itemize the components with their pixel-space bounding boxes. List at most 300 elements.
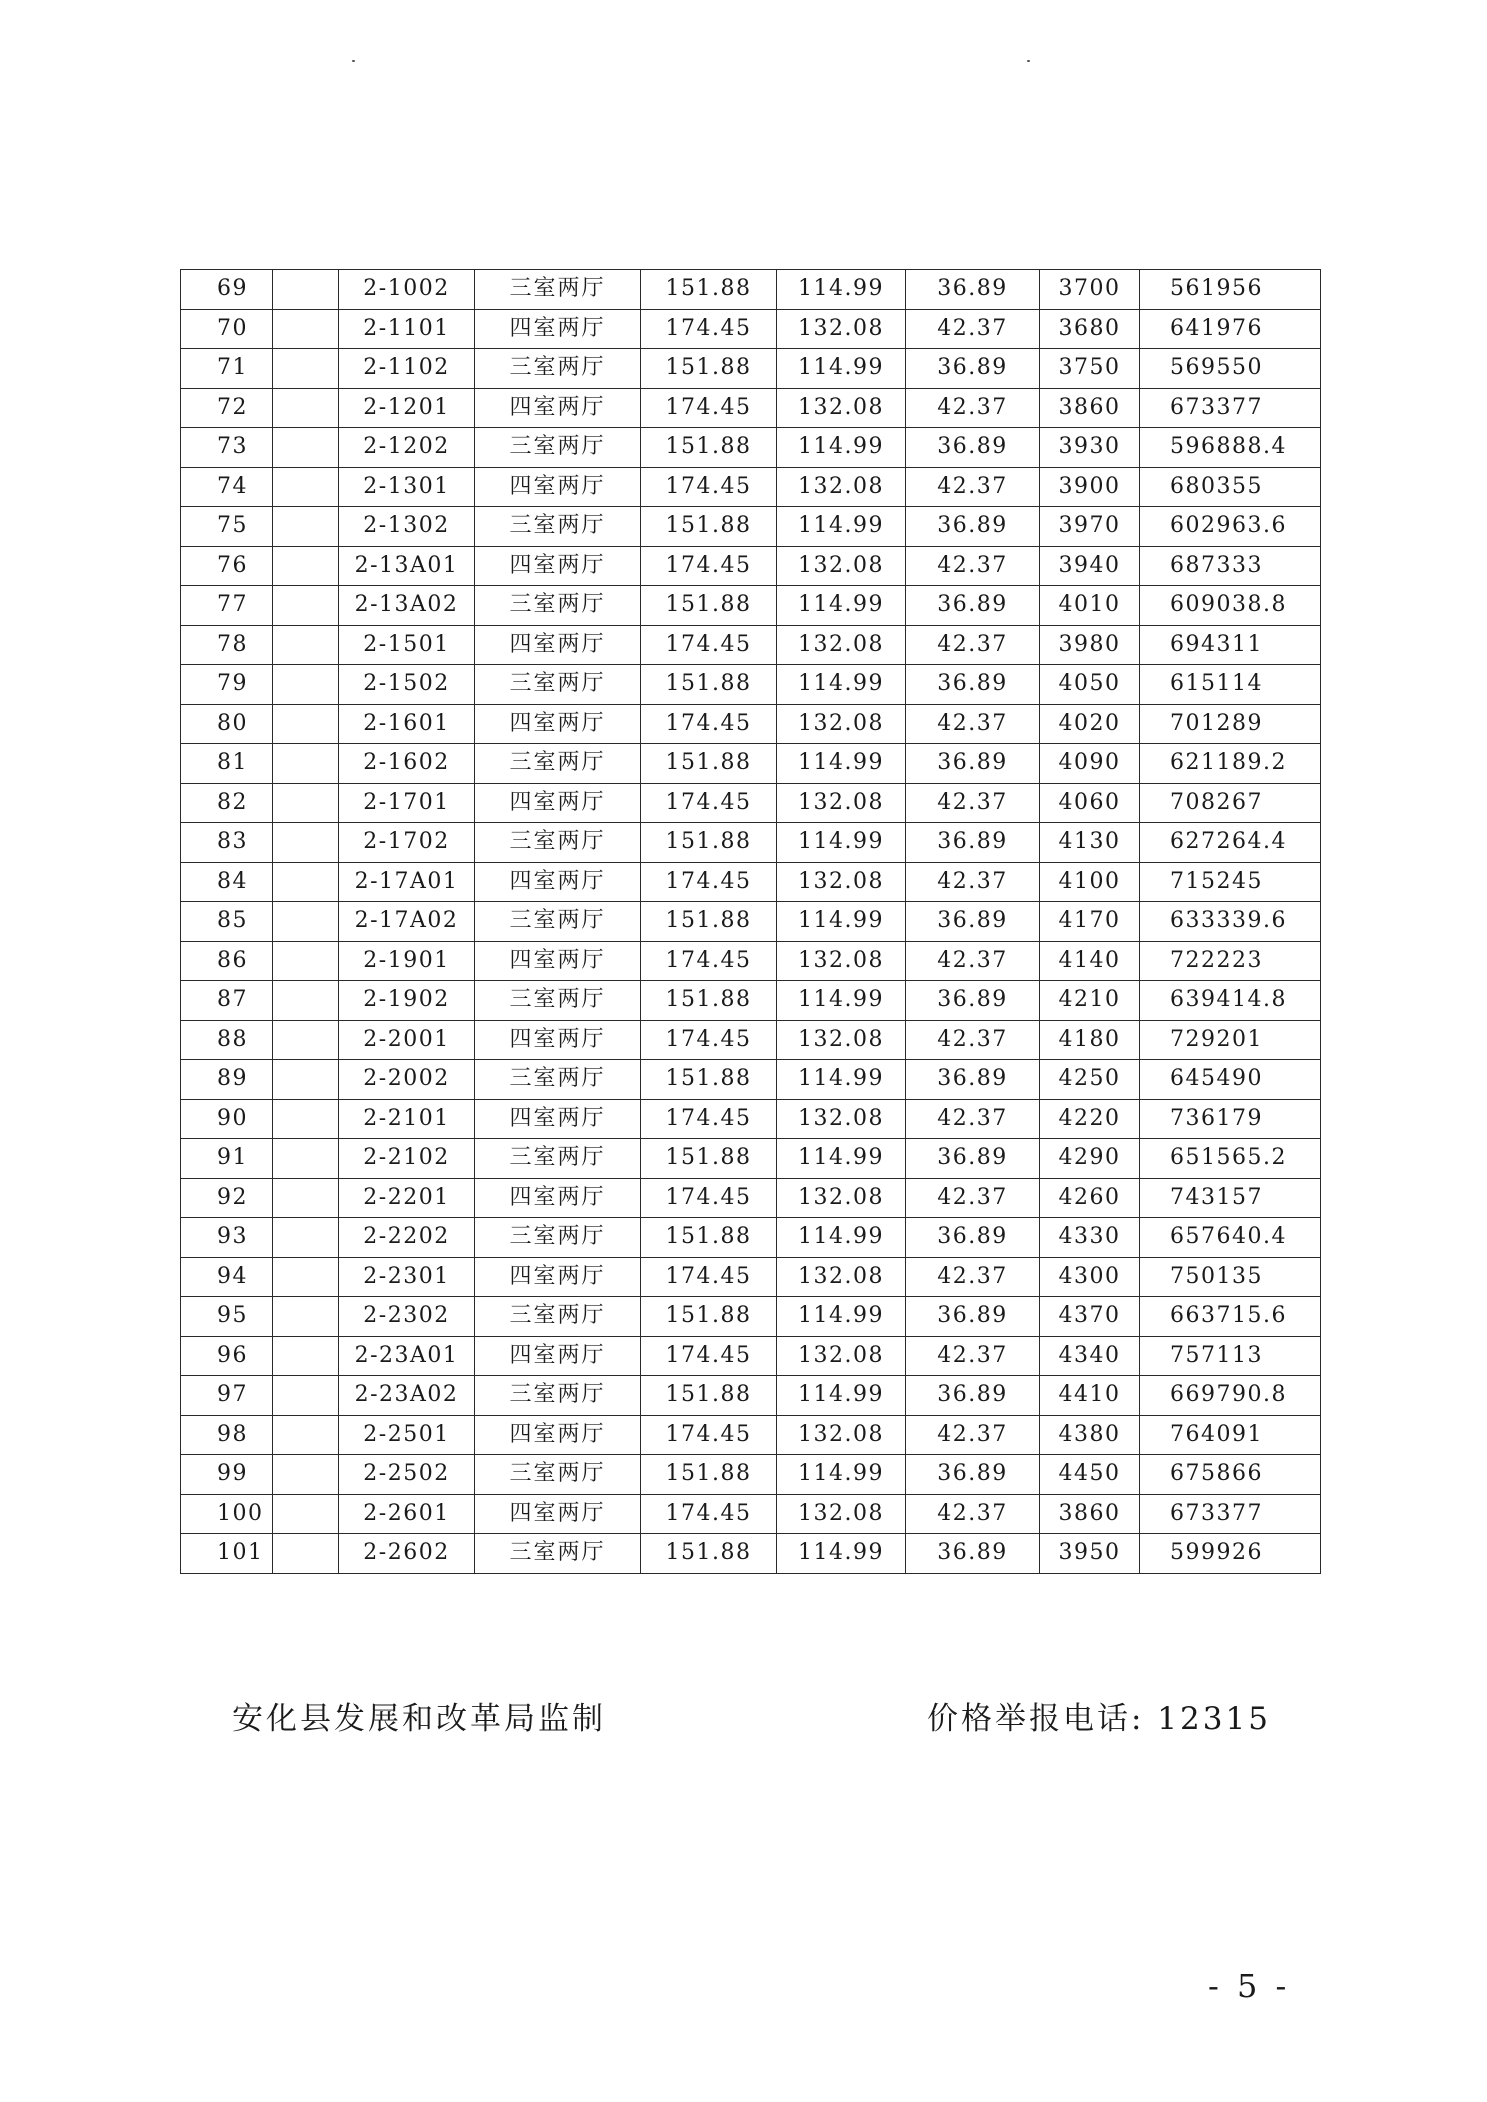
total-price: 757113 <box>1140 1336 1321 1376</box>
unit-number: 2-1101 <box>339 309 475 349</box>
total-area: 174.45 <box>641 625 777 665</box>
unit-price: 4210 <box>1040 981 1140 1021</box>
unit-price: 4330 <box>1040 1218 1140 1258</box>
shared-area: 36.89 <box>906 586 1040 626</box>
unit-number: 2-23A01 <box>339 1336 475 1376</box>
room-type: 四室两厅 <box>475 1257 641 1297</box>
page-number: - 5 - <box>1208 1967 1291 2005</box>
unit-price: 4050 <box>1040 665 1140 705</box>
inner-area: 132.08 <box>777 1178 906 1218</box>
unit-price: 4220 <box>1040 1099 1140 1139</box>
row-number: 81 <box>181 744 273 784</box>
shared-area: 42.37 <box>906 1099 1040 1139</box>
inner-area: 114.99 <box>777 270 906 310</box>
table-row <box>181 981 1321 1021</box>
room-type: 四室两厅 <box>475 1336 641 1376</box>
unit-price: 4340 <box>1040 1336 1140 1376</box>
unit-number: 2-1902 <box>339 981 475 1021</box>
price-hotline: 价格举报电话: 12315 <box>927 1701 1271 1737</box>
inner-area: 132.08 <box>777 1336 906 1376</box>
unit-price: 4450 <box>1040 1455 1140 1495</box>
total-price: 609038.8 <box>1140 586 1321 626</box>
room-type: 四室两厅 <box>475 941 641 981</box>
shared-area: 36.89 <box>906 1455 1040 1495</box>
room-type: 四室两厅 <box>475 625 641 665</box>
unit-number: 2-1701 <box>339 783 475 823</box>
unit-price: 3900 <box>1040 467 1140 507</box>
room-type: 三室两厅 <box>475 1455 641 1495</box>
room-type: 三室两厅 <box>475 1534 641 1574</box>
room-type: 三室两厅 <box>475 1218 641 1258</box>
table-row <box>181 309 1321 349</box>
total-area: 151.88 <box>641 981 777 1021</box>
empty-cell <box>273 1139 339 1179</box>
total-price: 641976 <box>1140 309 1321 349</box>
total-price: 651565.2 <box>1140 1139 1321 1179</box>
inner-area: 132.08 <box>777 625 906 665</box>
unit-price: 3950 <box>1040 1534 1140 1574</box>
table-row <box>181 1534 1321 1574</box>
row-number: 75 <box>181 507 273 547</box>
inner-area: 132.08 <box>777 941 906 981</box>
total-price: 569550 <box>1140 349 1321 389</box>
empty-cell <box>273 349 339 389</box>
inner-area: 114.99 <box>777 981 906 1021</box>
unit-price: 4090 <box>1040 744 1140 784</box>
empty-cell <box>273 1415 339 1455</box>
unit-number: 2-2202 <box>339 1218 475 1258</box>
unit-number: 2-1702 <box>339 823 475 863</box>
inner-area: 114.99 <box>777 1218 906 1258</box>
room-type: 三室两厅 <box>475 270 641 310</box>
empty-cell <box>273 1297 339 1337</box>
unit-price: 4260 <box>1040 1178 1140 1218</box>
row-number: 82 <box>181 783 273 823</box>
empty-cell <box>273 665 339 705</box>
total-price: 663715.6 <box>1140 1297 1321 1337</box>
shared-area: 42.37 <box>906 1178 1040 1218</box>
unit-price: 3860 <box>1040 1494 1140 1534</box>
row-number: 83 <box>181 823 273 863</box>
unit-number: 2-1602 <box>339 744 475 784</box>
total-area: 174.45 <box>641 1178 777 1218</box>
inner-area: 114.99 <box>777 665 906 705</box>
empty-cell <box>273 941 339 981</box>
room-type: 四室两厅 <box>475 704 641 744</box>
inner-area: 132.08 <box>777 1020 906 1060</box>
table-row <box>181 1336 1321 1376</box>
inner-area: 114.99 <box>777 507 906 547</box>
empty-cell <box>273 1178 339 1218</box>
inner-area: 132.08 <box>777 704 906 744</box>
empty-cell <box>273 1218 339 1258</box>
unit-price: 4300 <box>1040 1257 1140 1297</box>
total-area: 151.88 <box>641 428 777 468</box>
unit-number: 2-1502 <box>339 665 475 705</box>
table-row <box>181 1257 1321 1297</box>
unit-price: 4170 <box>1040 902 1140 942</box>
empty-cell <box>273 388 339 428</box>
total-price: 621189.2 <box>1140 744 1321 784</box>
row-number: 97 <box>181 1376 273 1416</box>
inner-area: 132.08 <box>777 546 906 586</box>
room-type: 四室两厅 <box>475 309 641 349</box>
unit-number: 2-2302 <box>339 1297 475 1337</box>
total-area: 174.45 <box>641 309 777 349</box>
unit-number: 2-2001 <box>339 1020 475 1060</box>
row-number: 76 <box>181 546 273 586</box>
total-price: 675866 <box>1140 1455 1321 1495</box>
row-number: 96 <box>181 1336 273 1376</box>
unit-number: 2-2602 <box>339 1534 475 1574</box>
room-type: 三室两厅 <box>475 586 641 626</box>
unit-price: 4020 <box>1040 704 1140 744</box>
total-area: 174.45 <box>641 862 777 902</box>
total-area: 151.88 <box>641 823 777 863</box>
table-row <box>181 1297 1321 1337</box>
table-row <box>181 1455 1321 1495</box>
total-area: 174.45 <box>641 388 777 428</box>
total-area: 174.45 <box>641 704 777 744</box>
inner-area: 132.08 <box>777 862 906 902</box>
inner-area: 132.08 <box>777 388 906 428</box>
room-type: 四室两厅 <box>475 783 641 823</box>
room-type: 三室两厅 <box>475 1139 641 1179</box>
unit-number: 2-23A02 <box>339 1376 475 1416</box>
unit-price: 4180 <box>1040 1020 1140 1060</box>
empty-cell <box>273 783 339 823</box>
total-price: 645490 <box>1140 1060 1321 1100</box>
unit-price: 4250 <box>1040 1060 1140 1100</box>
unit-price: 4100 <box>1040 862 1140 902</box>
unit-number: 2-1301 <box>339 467 475 507</box>
row-number: 73 <box>181 428 273 468</box>
supervisor-note: 安化县发展和改革局监制 <box>232 1701 606 1737</box>
unit-number: 2-1002 <box>339 270 475 310</box>
empty-cell <box>273 1099 339 1139</box>
room-type: 三室两厅 <box>475 428 641 468</box>
shared-area: 42.37 <box>906 1020 1040 1060</box>
shared-area: 42.37 <box>906 941 1040 981</box>
unit-number: 2-2201 <box>339 1178 475 1218</box>
inner-area: 114.99 <box>777 1060 906 1100</box>
table-row <box>181 744 1321 784</box>
inner-area: 114.99 <box>777 1139 906 1179</box>
total-area: 174.45 <box>641 1415 777 1455</box>
unit-price: 4370 <box>1040 1297 1140 1337</box>
shared-area: 42.37 <box>906 1415 1040 1455</box>
shared-area: 36.89 <box>906 981 1040 1021</box>
total-area: 151.88 <box>641 902 777 942</box>
shared-area: 42.37 <box>906 704 1040 744</box>
inner-area: 132.08 <box>777 1494 906 1534</box>
shared-area: 42.37 <box>906 546 1040 586</box>
room-type: 三室两厅 <box>475 744 641 784</box>
empty-cell <box>273 270 339 310</box>
table-row <box>181 1494 1321 1534</box>
shared-area: 36.89 <box>906 665 1040 705</box>
total-price: 615114 <box>1140 665 1321 705</box>
room-type: 三室两厅 <box>475 902 641 942</box>
row-number: 85 <box>181 902 273 942</box>
unit-number: 2-1102 <box>339 349 475 389</box>
unit-number: 2-13A01 <box>339 546 475 586</box>
row-number: 100 <box>181 1494 273 1534</box>
inner-area: 114.99 <box>777 1297 906 1337</box>
shared-area: 36.89 <box>906 270 1040 310</box>
room-type: 三室两厅 <box>475 1376 641 1416</box>
table-row <box>181 1020 1321 1060</box>
row-number: 101 <box>181 1534 273 1574</box>
unit-number: 2-2102 <box>339 1139 475 1179</box>
row-number: 95 <box>181 1297 273 1337</box>
unit-price: 4060 <box>1040 783 1140 823</box>
table-row <box>181 467 1321 507</box>
row-number: 90 <box>181 1099 273 1139</box>
total-area: 151.88 <box>641 270 777 310</box>
row-number: 88 <box>181 1020 273 1060</box>
shared-area: 36.89 <box>906 1139 1040 1179</box>
row-number: 79 <box>181 665 273 705</box>
unit-number: 2-1201 <box>339 388 475 428</box>
empty-cell <box>273 507 339 547</box>
total-price: 673377 <box>1140 1494 1321 1534</box>
price-table <box>180 269 1321 1574</box>
empty-cell <box>273 823 339 863</box>
table-row <box>181 507 1321 547</box>
inner-area: 114.99 <box>777 823 906 863</box>
unit-number: 2-2002 <box>339 1060 475 1100</box>
empty-cell <box>273 467 339 507</box>
table-row <box>181 941 1321 981</box>
total-price: 633339.6 <box>1140 902 1321 942</box>
empty-cell <box>273 625 339 665</box>
row-number: 99 <box>181 1455 273 1495</box>
row-number: 84 <box>181 862 273 902</box>
shared-area: 36.89 <box>906 902 1040 942</box>
total-price: 764091 <box>1140 1415 1321 1455</box>
shared-area: 36.89 <box>906 1534 1040 1574</box>
room-type: 三室两厅 <box>475 1060 641 1100</box>
table-row <box>181 902 1321 942</box>
total-area: 151.88 <box>641 665 777 705</box>
inner-area: 132.08 <box>777 1099 906 1139</box>
room-type: 四室两厅 <box>475 1020 641 1060</box>
row-number: 87 <box>181 981 273 1021</box>
empty-cell <box>273 981 339 1021</box>
room-type: 四室两厅 <box>475 1099 641 1139</box>
empty-cell <box>273 1534 339 1574</box>
row-number: 77 <box>181 586 273 626</box>
unit-number: 2-13A02 <box>339 586 475 626</box>
unit-price: 3860 <box>1040 388 1140 428</box>
inner-area: 132.08 <box>777 309 906 349</box>
table-row <box>181 1218 1321 1258</box>
total-area: 174.45 <box>641 941 777 981</box>
shared-area: 42.37 <box>906 467 1040 507</box>
row-number: 94 <box>181 1257 273 1297</box>
unit-price: 4010 <box>1040 586 1140 626</box>
unit-price: 3970 <box>1040 507 1140 547</box>
unit-number: 2-17A02 <box>339 902 475 942</box>
unit-price: 3980 <box>1040 625 1140 665</box>
shared-area: 42.37 <box>906 1257 1040 1297</box>
shared-area: 36.89 <box>906 1060 1040 1100</box>
row-number: 70 <box>181 309 273 349</box>
unit-price: 3750 <box>1040 349 1140 389</box>
total-price: 680355 <box>1140 467 1321 507</box>
total-area: 174.45 <box>641 1020 777 1060</box>
scan-speck <box>352 60 355 62</box>
empty-cell <box>273 546 339 586</box>
inner-area: 114.99 <box>777 1455 906 1495</box>
unit-number: 2-17A01 <box>339 862 475 902</box>
total-area: 151.88 <box>641 1060 777 1100</box>
row-number: 78 <box>181 625 273 665</box>
total-price: 750135 <box>1140 1257 1321 1297</box>
empty-cell <box>273 1020 339 1060</box>
total-area: 174.45 <box>641 783 777 823</box>
room-type: 四室两厅 <box>475 1415 641 1455</box>
total-area: 174.45 <box>641 1336 777 1376</box>
shared-area: 36.89 <box>906 349 1040 389</box>
total-price: 701289 <box>1140 704 1321 744</box>
table-row <box>181 546 1321 586</box>
unit-number: 2-2101 <box>339 1099 475 1139</box>
shared-area: 36.89 <box>906 744 1040 784</box>
total-price: 694311 <box>1140 625 1321 665</box>
unit-number: 2-1501 <box>339 625 475 665</box>
table-row <box>181 665 1321 705</box>
total-area: 151.88 <box>641 744 777 784</box>
total-area: 174.45 <box>641 1099 777 1139</box>
table-row <box>181 428 1321 468</box>
total-area: 151.88 <box>641 1139 777 1179</box>
unit-number: 2-1202 <box>339 428 475 468</box>
table-row <box>181 270 1321 310</box>
room-type: 四室两厅 <box>475 388 641 428</box>
inner-area: 132.08 <box>777 1257 906 1297</box>
unit-number: 2-2501 <box>339 1415 475 1455</box>
total-area: 151.88 <box>641 349 777 389</box>
inner-area: 114.99 <box>777 428 906 468</box>
room-type: 三室两厅 <box>475 1297 641 1337</box>
total-area: 151.88 <box>641 586 777 626</box>
shared-area: 36.89 <box>906 428 1040 468</box>
unit-price: 4140 <box>1040 941 1140 981</box>
table-row <box>181 1415 1321 1455</box>
table-row <box>181 1139 1321 1179</box>
table-row <box>181 704 1321 744</box>
total-price: 596888.4 <box>1140 428 1321 468</box>
table-row <box>181 1376 1321 1416</box>
total-area: 151.88 <box>641 1376 777 1416</box>
inner-area: 132.08 <box>777 467 906 507</box>
unit-number: 2-2601 <box>339 1494 475 1534</box>
table-row <box>181 349 1321 389</box>
row-number: 91 <box>181 1139 273 1179</box>
unit-number: 2-1601 <box>339 704 475 744</box>
empty-cell <box>273 586 339 626</box>
row-number: 98 <box>181 1415 273 1455</box>
room-type: 四室两厅 <box>475 1494 641 1534</box>
table-body <box>181 270 1321 1574</box>
table-row <box>181 1099 1321 1139</box>
row-number: 69 <box>181 270 273 310</box>
total-area: 174.45 <box>641 1494 777 1534</box>
shared-area: 36.89 <box>906 1297 1040 1337</box>
inner-area: 114.99 <box>777 744 906 784</box>
shared-area: 42.37 <box>906 388 1040 428</box>
room-type: 三室两厅 <box>475 349 641 389</box>
unit-price: 4380 <box>1040 1415 1140 1455</box>
total-area: 151.88 <box>641 507 777 547</box>
unit-price: 4130 <box>1040 823 1140 863</box>
total-price: 657640.4 <box>1140 1218 1321 1258</box>
total-area: 174.45 <box>641 467 777 507</box>
total-price: 627264.4 <box>1140 823 1321 863</box>
total-area: 151.88 <box>641 1297 777 1337</box>
total-area: 151.88 <box>641 1534 777 1574</box>
total-price: 708267 <box>1140 783 1321 823</box>
room-type: 四室两厅 <box>475 546 641 586</box>
table-row <box>181 783 1321 823</box>
shared-area: 36.89 <box>906 507 1040 547</box>
total-price: 602963.6 <box>1140 507 1321 547</box>
unit-number: 2-1901 <box>339 941 475 981</box>
shared-area: 42.37 <box>906 1494 1040 1534</box>
empty-cell <box>273 704 339 744</box>
inner-area: 114.99 <box>777 586 906 626</box>
total-price: 715245 <box>1140 862 1321 902</box>
shared-area: 42.37 <box>906 862 1040 902</box>
room-type: 三室两厅 <box>475 507 641 547</box>
table-row <box>181 388 1321 428</box>
shared-area: 42.37 <box>906 309 1040 349</box>
row-number: 71 <box>181 349 273 389</box>
empty-cell <box>273 428 339 468</box>
empty-cell <box>273 862 339 902</box>
total-price: 673377 <box>1140 388 1321 428</box>
unit-price: 3930 <box>1040 428 1140 468</box>
table-row <box>181 823 1321 863</box>
inner-area: 132.08 <box>777 1415 906 1455</box>
table-row <box>181 1060 1321 1100</box>
total-price: 669790.8 <box>1140 1376 1321 1416</box>
unit-number: 2-2301 <box>339 1257 475 1297</box>
total-price: 743157 <box>1140 1178 1321 1218</box>
unit-number: 2-1302 <box>339 507 475 547</box>
inner-area: 114.99 <box>777 349 906 389</box>
inner-area: 114.99 <box>777 902 906 942</box>
total-price: 729201 <box>1140 1020 1321 1060</box>
shared-area: 36.89 <box>906 823 1040 863</box>
total-price: 561956 <box>1140 270 1321 310</box>
total-area: 174.45 <box>641 1257 777 1297</box>
shared-area: 36.89 <box>906 1376 1040 1416</box>
row-number: 92 <box>181 1178 273 1218</box>
shared-area: 36.89 <box>906 1218 1040 1258</box>
row-number: 74 <box>181 467 273 507</box>
table-row <box>181 862 1321 902</box>
total-price: 639414.8 <box>1140 981 1321 1021</box>
empty-cell <box>273 309 339 349</box>
row-number: 72 <box>181 388 273 428</box>
total-price: 736179 <box>1140 1099 1321 1139</box>
total-area: 151.88 <box>641 1455 777 1495</box>
empty-cell <box>273 1376 339 1416</box>
inner-area: 114.99 <box>777 1376 906 1416</box>
